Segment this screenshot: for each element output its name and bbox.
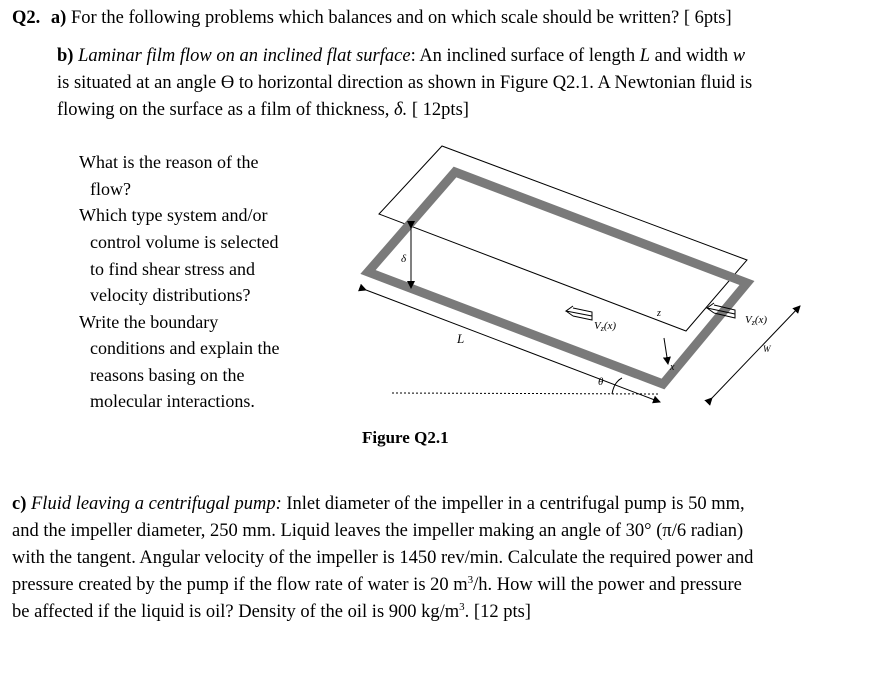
part-c-line-5 <box>12 600 531 622</box>
part-b-L: L <box>639 46 651 66</box>
part-c-line-4 <box>12 573 742 595</box>
label-L: L <box>457 331 465 346</box>
part-c-title: Fluid leaving a centrifugal pump: <box>31 494 282 514</box>
bullet-line: to find shear stress and <box>90 259 255 279</box>
bullet-line: flow? <box>90 179 131 199</box>
label-delta: δ <box>401 253 407 265</box>
label-vz-inner: Vz(x) <box>594 320 617 333</box>
part-a-label: a) <box>50 8 67 28</box>
part-b-line1-rest: : An inclined surface of length <box>410 46 640 66</box>
label-z: z <box>657 308 661 319</box>
part-b-title: Laminar film flow on an inclined flat surface <box>78 46 411 66</box>
part-c-line4-pre: pressure created by the pump if the flow rate of water is 20 m <box>12 575 468 595</box>
part-c-line-1 <box>12 495 745 514</box>
bullet-line: conditions and explain the <box>90 338 280 358</box>
part-b-delta: δ. <box>394 100 408 120</box>
part-c-line1-rest: Inlet diameter of the impeller in a centrifugal pump is 50 mm, <box>281 494 745 514</box>
part-b-and-width: and width <box>650 46 733 66</box>
label-vz-outer: Vz(x) <box>745 314 768 327</box>
horizontal-reference <box>392 393 660 394</box>
bullet-line: Which type system and/or <box>79 205 268 225</box>
length-arrow <box>366 290 660 402</box>
part-c-line5-pre: be affected if the liquid is oil? Density of the oil is 900 kg/m <box>12 602 460 622</box>
part-b-w: w <box>732 46 746 66</box>
bullet-line: molecular interactions. <box>90 391 255 411</box>
part-c-line4-post: /h. How will the power and pressure <box>473 575 742 595</box>
part-c-line5-sup: 3 <box>459 600 465 613</box>
bullet-line: What is the reason of the <box>79 152 259 172</box>
part-b-line-2: is situated at an angle ϴ to horizontal direction as shown in Figure Q2.1. A Newtonian fluid is <box>57 73 753 93</box>
question-number: Q2. <box>12 8 41 28</box>
bullet-line: velocity distributions? <box>90 285 251 305</box>
label-theta: θ <box>598 376 604 388</box>
film-surface-outline <box>379 146 747 331</box>
part-b-line3-pre: flowing on the surface as a film of thickness, <box>57 100 395 120</box>
velocity-arrow-inner <box>566 306 592 320</box>
label-x: x <box>670 362 675 373</box>
bullet-line: control volume is selected <box>90 232 279 252</box>
part-c-line4-sup: 3 <box>467 573 474 586</box>
bullet-line: reasons basing on the <box>90 365 245 385</box>
part-c-label: c) <box>12 494 27 514</box>
part-c-line-3: with the tangent. Angular velocity of the impeller is 1450 rev/min. Calculate the required power and <box>12 548 754 568</box>
part-a-text: For the following problems which balances and on which scale should be written? [ 6pts] <box>70 8 732 28</box>
part-b-line3-post: [ 12pts] <box>407 100 469 120</box>
x-axis-arrow <box>664 338 668 364</box>
inclined-plate <box>368 172 747 384</box>
part-b-label: b) <box>57 46 74 66</box>
part-c-line-2: and the impeller diameter, 250 mm. Liquid leaves the impeller making an angle of 30° (π/6 radian) <box>12 521 744 541</box>
part-c-line5-post: . [12 pts] <box>464 602 531 622</box>
figure-caption: Figure Q2.1 <box>362 428 449 447</box>
bullet-line: Write the boundary <box>79 312 219 332</box>
label-w: W <box>763 344 771 354</box>
